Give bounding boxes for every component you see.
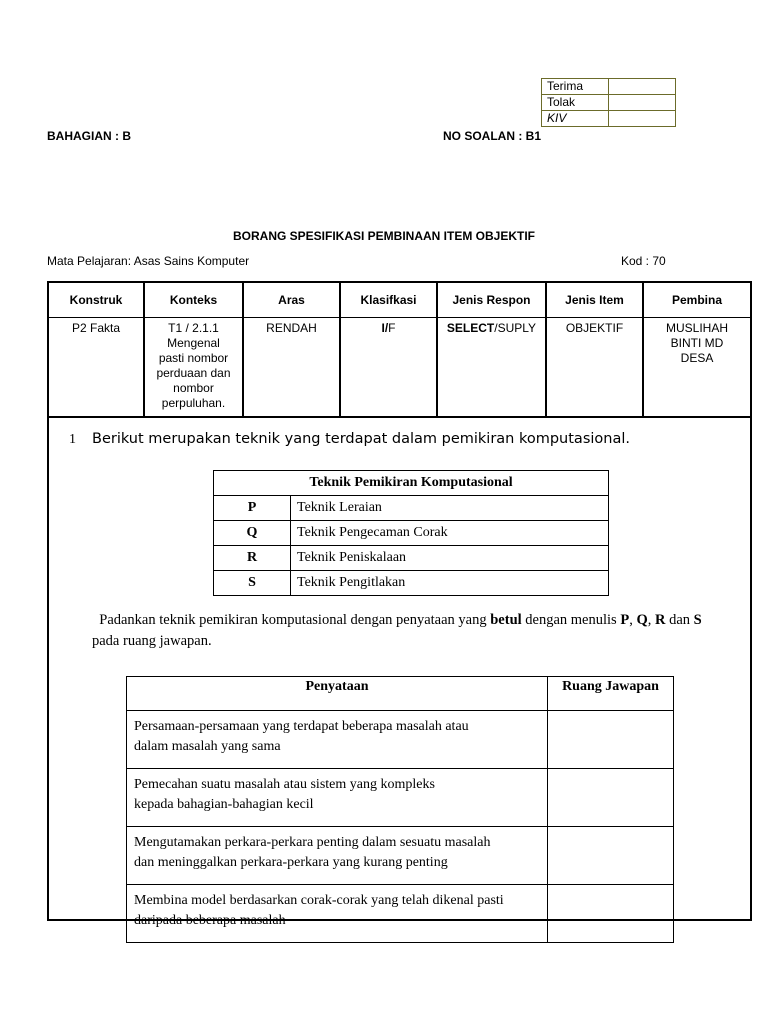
answer-row <box>127 827 674 885</box>
statement-line: Pemecahan suatu masalah atau sistem yang kompleks <box>134 777 435 792</box>
teknik-table <box>213 470 609 596</box>
pembina-value: MUSLIHAH BINTI MD DESA <box>643 318 751 418</box>
letter-s: S <box>693 612 702 628</box>
teknik-key: S <box>214 571 291 596</box>
ruang-jawapan-header: Ruang Jawapan <box>548 677 674 711</box>
konstruk-value: P2 Fakta <box>48 318 144 418</box>
answer-header-row <box>127 677 674 711</box>
statement-line: kepada bahagian-bahagian kecil <box>134 797 314 812</box>
spec-header: Konstruk <box>48 282 144 318</box>
teknik-value: Teknik Pengitlakan <box>291 571 609 596</box>
bahagian-label: BAHAGIAN : B <box>47 129 131 143</box>
konteks-value: T1 / 2.1.1 Mengenal pasti nombor perduaan dan nombor perpuluhan. <box>144 318 243 418</box>
instruction-bold: betul <box>490 612 522 628</box>
status-row-kiv <box>542 111 676 127</box>
status-value-kiv[interactable] <box>609 111 676 127</box>
teknik-row <box>214 571 609 596</box>
aras-value: RENDAH <box>243 318 340 418</box>
teknik-row <box>214 496 609 521</box>
jenis-respon-value <box>437 318 546 418</box>
klasifikasi-bold: I/ <box>381 321 389 335</box>
statement-line: dalam masalah yang sama <box>134 739 281 754</box>
answer-cell[interactable] <box>548 885 674 943</box>
answer-row <box>127 769 674 827</box>
form-title: BORANG SPESIFIKASI PEMBINAAN ITEM OBJEKTIF <box>232 229 536 243</box>
no-soalan-label: NO SOALAN : B1 <box>443 129 542 143</box>
penyataan-header: Penyataan <box>127 677 548 711</box>
status-value-tolak[interactable] <box>609 95 676 111</box>
spec-header: Jenis Respon <box>437 282 546 318</box>
answer-row <box>127 885 674 943</box>
letter-q: Q <box>636 612 648 628</box>
statement-cell <box>127 711 548 769</box>
instruction-text <box>92 610 732 652</box>
answer-cell[interactable] <box>548 769 674 827</box>
respon-rest: /SUPLY <box>494 321 537 335</box>
statement-cell <box>127 769 548 827</box>
answer-table <box>126 676 674 943</box>
statement-line: daripada beberapa masalah <box>134 913 286 928</box>
teknik-row <box>214 521 609 546</box>
statement-line: Persamaan-persamaan yang terdapat beberapa masalah atau <box>134 719 469 734</box>
teknik-key: Q <box>214 521 291 546</box>
statement-line: Mengutamakan perkara-perkara penting dalam sesuatu masalah <box>134 835 491 850</box>
teknik-key: P <box>214 496 291 521</box>
answer-row <box>127 711 674 769</box>
answer-cell[interactable] <box>548 711 674 769</box>
jenis-item-value: OBJEKTIF <box>546 318 643 418</box>
status-box <box>541 78 676 127</box>
teknik-key: R <box>214 546 291 571</box>
instruction-sep: , <box>647 612 655 628</box>
statement-cell <box>127 885 548 943</box>
instruction-part: Padankan teknik pemikiran komputasional dengan penyataan yang <box>99 612 491 628</box>
status-label: Terima <box>542 79 609 95</box>
klasifikasi-value <box>340 318 437 418</box>
code-label: Kod : 70 <box>621 254 666 268</box>
teknik-value: Teknik Pengecaman Corak <box>291 521 609 546</box>
teknik-header: Teknik Pemikiran Komputasional <box>214 471 609 496</box>
teknik-header-row <box>214 471 609 496</box>
letter-p: P <box>620 612 630 628</box>
status-value-terima[interactable] <box>609 79 676 95</box>
subject-label: Mata Pelajaran: Asas Sains Komputer <box>47 254 250 268</box>
letter-r: R <box>654 612 666 628</box>
question-number: 1 <box>69 432 76 447</box>
teknik-value: Teknik Leraian <box>291 496 609 521</box>
status-row-tolak <box>542 95 676 111</box>
statement-cell <box>127 827 548 885</box>
statement-line: dan meninggalkan perkara-perkara yang kurang penting <box>134 855 448 870</box>
spec-header: Konteks <box>144 282 243 318</box>
status-label: KIV <box>542 111 609 127</box>
spec-table <box>47 281 752 418</box>
status-row-terima <box>542 79 676 95</box>
spec-header: Pembina <box>643 282 751 318</box>
spec-header-row <box>48 282 751 318</box>
status-label: Tolak <box>542 95 609 111</box>
respon-bold: SELECT <box>446 321 495 335</box>
instruction-sep: , <box>629 612 637 628</box>
teknik-row <box>214 546 609 571</box>
spec-header: Klasifkasi <box>340 282 437 318</box>
spec-value-row <box>48 318 751 418</box>
instruction-part: dan <box>665 612 694 628</box>
statement-line: Membina model berdasarkan corak-corak yang telah dikenal pasti <box>134 893 504 908</box>
instruction-part: dengan menulis <box>521 612 621 628</box>
instruction-part: pada ruang jawapan. <box>92 633 212 649</box>
teknik-value: Teknik Peniskalaan <box>291 546 609 571</box>
spec-header: Jenis Item <box>546 282 643 318</box>
klasifikasi-rest: F <box>388 321 396 335</box>
question-text: Berikut merupakan teknik yang terdapat dalam pemikiran komputasional. <box>92 431 630 447</box>
answer-cell[interactable] <box>548 827 674 885</box>
spec-header: Aras <box>243 282 340 318</box>
